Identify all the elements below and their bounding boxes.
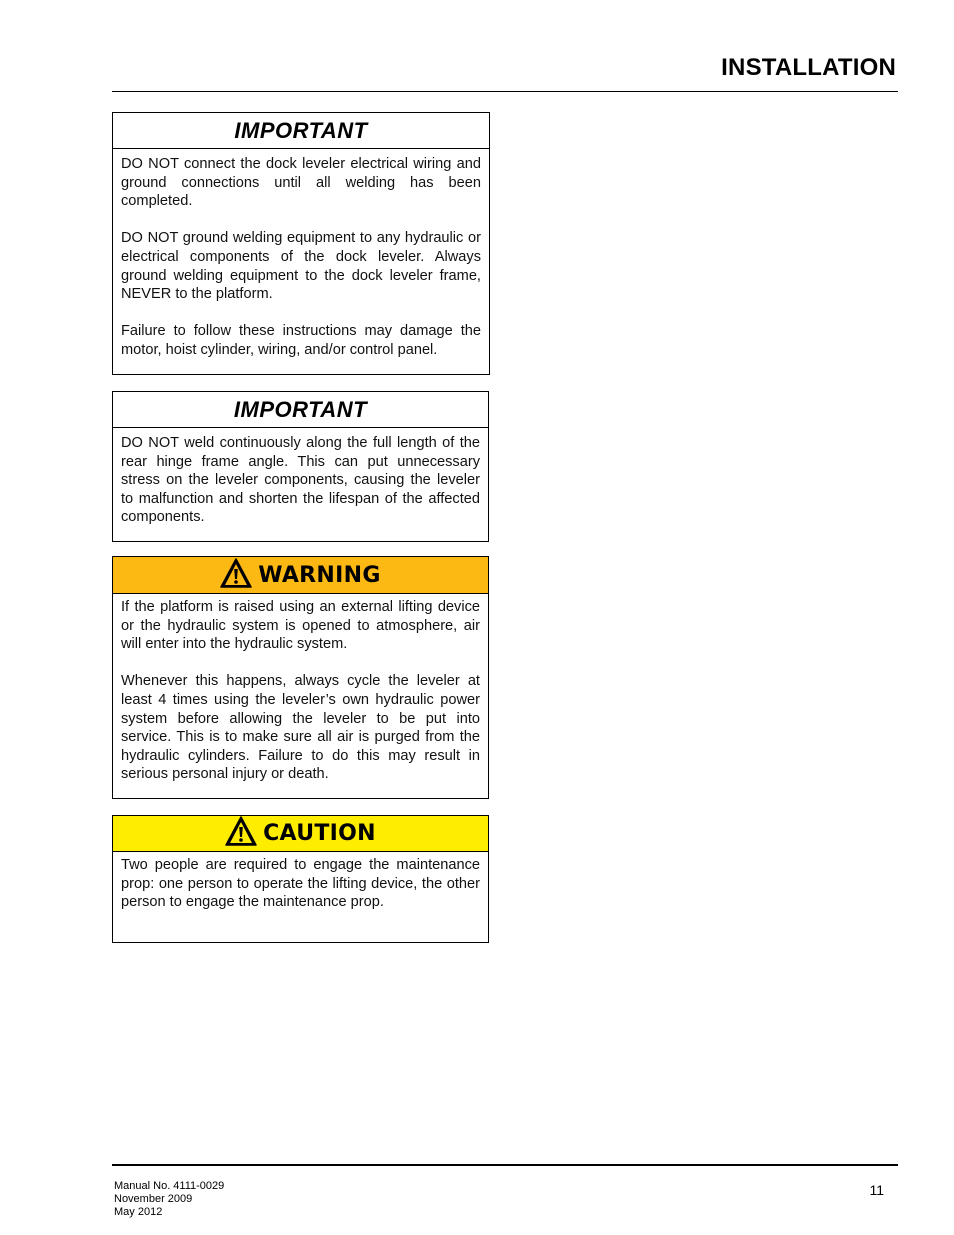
notice-paragraph: If the platform is raised using an external lifting device or the hydraulic system is opened to atmosphere, air will enter into the hydraulic system. [121, 599, 480, 653]
notice-paragraph: Two people are required to engage the maintenance prop: one person to operate the lifting device, the other person to engage the maintenance prop. [121, 857, 480, 911]
notice-paragraph: DO NOT weld continuously along the full length of the rear hinge frame angle. This can put unnecessary stress on the leveler components, causing the leveler to malfunction and shorten the lifespan of the affected components. [121, 435, 480, 526]
caution-title: CAUTION [263, 821, 376, 846]
notice-paragraph: Failure to follow these instructions may damage the motor, hoist cylinder, wiring, and/or control panel. [121, 323, 481, 358]
footer-date-original: November 2009 [114, 1193, 193, 1205]
warning-triangle-icon [220, 558, 252, 593]
footer-date-revised: May 2012 [114, 1206, 163, 1218]
warning-header [113, 557, 488, 594]
footer-rule [112, 1164, 898, 1166]
caution-body [113, 852, 488, 922]
caution-triangle-icon [225, 816, 257, 851]
notice-paragraph: Whenever this happens, always cycle the leveler at least 4 times using the leveler’s own hydraulic power system before allowing the leveler to be put into service. This is to make sure all air is purged from the hydraulic cylinders. Failure to do this may result in serious personal injury or death. [121, 673, 480, 783]
important-notice-2 [112, 391, 489, 542]
page-title: INSTALLATION [721, 54, 896, 81]
header-rule [112, 91, 898, 92]
important-notice-1 [112, 112, 490, 375]
manual-number: Manual No. 4111-0029 [114, 1180, 225, 1192]
important-notice-2-header [113, 392, 488, 428]
warning-body [113, 594, 488, 794]
page-number: 11 [869, 1182, 884, 1198]
important-notice-1-body [113, 149, 489, 370]
warning-notice [112, 556, 489, 799]
warning-title: WARNING [258, 562, 381, 588]
notice-paragraph: DO NOT connect the dock leveler electrical wiring and ground connections until all welding has been completed. [121, 156, 481, 210]
notice-paragraph: DO NOT ground welding equipment to any hydraulic or electrical components of the dock leveler. Always ground welding equipment to the dock leveler frame, NEVER to the platform. [121, 230, 481, 303]
important-notice-1-header [113, 113, 489, 149]
important-notice-2-title: IMPORTANT [233, 396, 368, 422]
important-notice-1-title: IMPORTANT [234, 117, 368, 143]
caution-header [113, 816, 488, 852]
caution-notice [112, 815, 489, 943]
footer-info [114, 1180, 224, 1219]
important-notice-2-body [113, 428, 488, 537]
